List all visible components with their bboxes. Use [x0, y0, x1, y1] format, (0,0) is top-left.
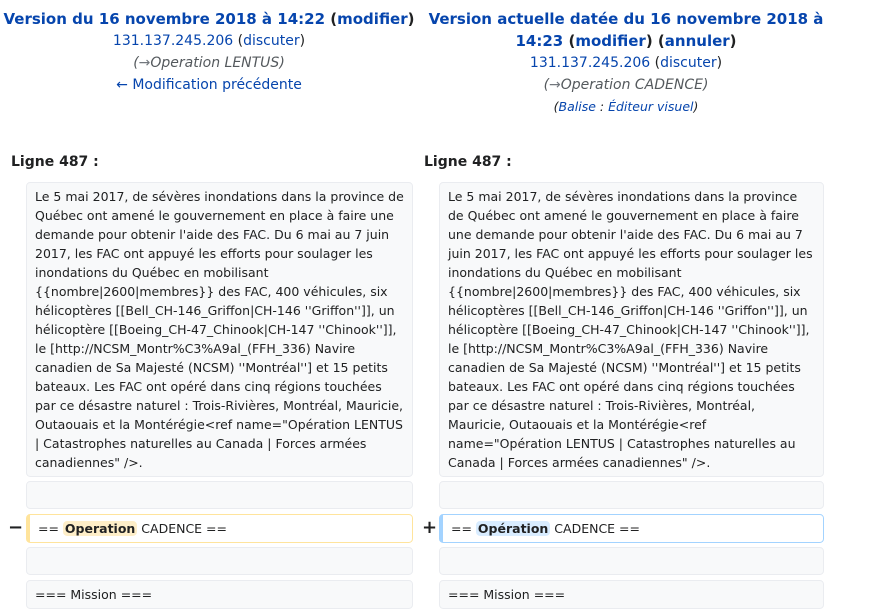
- deleted-line: [26, 514, 413, 543]
- current-revision-link[interactable]: Version actuelle datée du 16 novembre 2018 à 14:23: [428, 10, 824, 50]
- deleted-line-prefix: ==: [38, 521, 63, 536]
- added-line-prefix: ==: [451, 521, 476, 536]
- current-talk-open-paren: (: [654, 55, 661, 71]
- tag-suffix: ): [693, 99, 699, 114]
- left-context-paragraph: Le 5 mai 2017, de sévères inondations dans la province de Québec ont amené le gouvernement en place à faire une demande pour obtenir l'aide des FAC. Du 6 mai au 7 juin 2017, les FAC ont appuyé les efforts pour soulager les inondations du Québec en mobilisant {{nombre|2600|membres}} des FAC, 400 véhicules, six hélicoptères [[Bell_CH-146_Griffon|CH-146 ''Griffon'']], un hélicoptère [[Boeing_CH-47_Chinook|CH-147 ''Chinook'']], le [http://NCSM_Montr%C3%A9al_(FFH_336) Navire canadien de Sa Majesté (NCSM) ''Montréal''] et 15 petits bateaux. Les FAC ont opéré dans cinq régions touchées par ce désastre naturel : Trois-Rivières, Montréal, Mauricie, Outaouais et la Montérégie<ref name="Opération LENTUS | Catastrophes naturelles au Canada | Forces armées canadiennes" />.: [26, 182, 413, 477]
- left-empty-context-line-2: [26, 547, 413, 575]
- old-comment-suffix: ): [279, 55, 285, 71]
- old-talk-close-paren: ): [299, 33, 306, 49]
- current-undo-open-paren: (: [657, 32, 665, 50]
- old-comment-text: Operation LENTUS: [150, 55, 280, 71]
- current-revision-user-ip[interactable]: 131.137.245.206: [529, 55, 651, 71]
- old-revision-user-ip[interactable]: 131.137.245.206: [112, 33, 234, 49]
- old-talk-open-paren: (: [237, 33, 244, 49]
- current-revision-comment: [428, 74, 824, 96]
- old-revision-user-line: [0, 30, 418, 52]
- current-comment-text: Operation CADENCE: [560, 77, 703, 93]
- old-revision-edit-link[interactable]: modifier: [337, 10, 408, 28]
- old-revision-comment: [0, 52, 418, 74]
- old-revision-close-paren: ): [407, 10, 415, 28]
- old-comment-prefix: (: [133, 55, 139, 71]
- old-revision-open-paren: (: [330, 10, 338, 28]
- current-revision-undo-link[interactable]: annuler: [664, 32, 730, 50]
- old-revision-title-line: [0, 8, 418, 30]
- right-context-paragraph: Le 5 mai 2017, de sévères inondations dans la province de Québec ont amené le gouvernement en place à faire une demande pour obtenir l'aide des FAC. Du 6 mai au 7 juin 2017, les FAC ont appuyé les efforts pour soulager les inondations du Québec en mobilisant {{nombre|2600|membres}} des FAC, 400 véhicules, six hélicoptères [[Bell_CH-146_Griffon|CH-146 ''Griffon'']], un hélicoptère [[Boeing_CH-47_Chinook|CH-147 ''Chinook'']], le [http://NCSM_Montr%C3%A9al_(FFH_336) Navire canadien de Sa Majesté (NCSM) ''Montréal''] et 15 petits bateaux. Les FAC ont opéré dans cinq régions touchées par ce désastre naturel : Trois-Rivières, Montréal, Mauricie, Outaouais et la Montérégie<ref name="Opération LENTUS | Catastrophes naturelles au Canada | Forces armées canadiennes" />.: [439, 182, 824, 477]
- added-word: Opération: [477, 521, 549, 536]
- current-revision-header: [428, 8, 824, 118]
- old-revision-link[interactable]: Version du 16 novembre 2018 à 14:22: [3, 10, 326, 28]
- previous-edit-link[interactable]: ← Modification précédente: [116, 77, 302, 93]
- old-comment-section-arrow[interactable]: →: [138, 55, 151, 71]
- current-revision-user-line: [428, 52, 824, 74]
- current-revision-title-line: [428, 8, 824, 52]
- current-revision-edit-link[interactable]: modifier: [575, 32, 646, 50]
- current-comment-section-arrow[interactable]: →: [549, 77, 561, 93]
- left-line-number: Ligne 487 :: [11, 154, 99, 170]
- right-empty-context-line: [439, 481, 824, 509]
- current-talk-close-paren: ): [716, 55, 723, 71]
- current-edit-open-paren: (: [568, 32, 576, 50]
- deleted-line-marker: −: [8, 517, 24, 538]
- deleted-line-suffix: CADENCE ==: [137, 521, 228, 536]
- current-comment-suffix: ): [702, 77, 709, 93]
- old-revision-header: [0, 8, 418, 96]
- added-line: [439, 514, 824, 543]
- tag-value-link[interactable]: Éditeur visuel: [608, 99, 694, 114]
- tag-prefix: (: [553, 99, 559, 114]
- right-mission-heading-line: === Mission ===: [439, 580, 824, 609]
- tag-separator: :: [595, 99, 609, 114]
- right-empty-context-line-2: [439, 547, 824, 575]
- current-edit-close-paren: ): [645, 32, 653, 50]
- left-empty-context-line: [26, 481, 413, 509]
- right-line-number: Ligne 487 :: [424, 154, 512, 170]
- revision-tags: [428, 96, 824, 118]
- deleted-word: Operation: [64, 521, 136, 536]
- tag-label-link[interactable]: Balise: [558, 99, 596, 114]
- left-mission-heading-line: === Mission ===: [26, 580, 413, 609]
- current-undo-close-paren: ): [729, 32, 737, 50]
- old-revision-talk-link[interactable]: discuter: [243, 33, 300, 49]
- current-comment-prefix: (: [543, 77, 550, 93]
- added-line-suffix: CADENCE ==: [550, 521, 641, 536]
- added-line-marker: +: [422, 517, 438, 538]
- current-revision-talk-link[interactable]: discuter: [660, 55, 717, 71]
